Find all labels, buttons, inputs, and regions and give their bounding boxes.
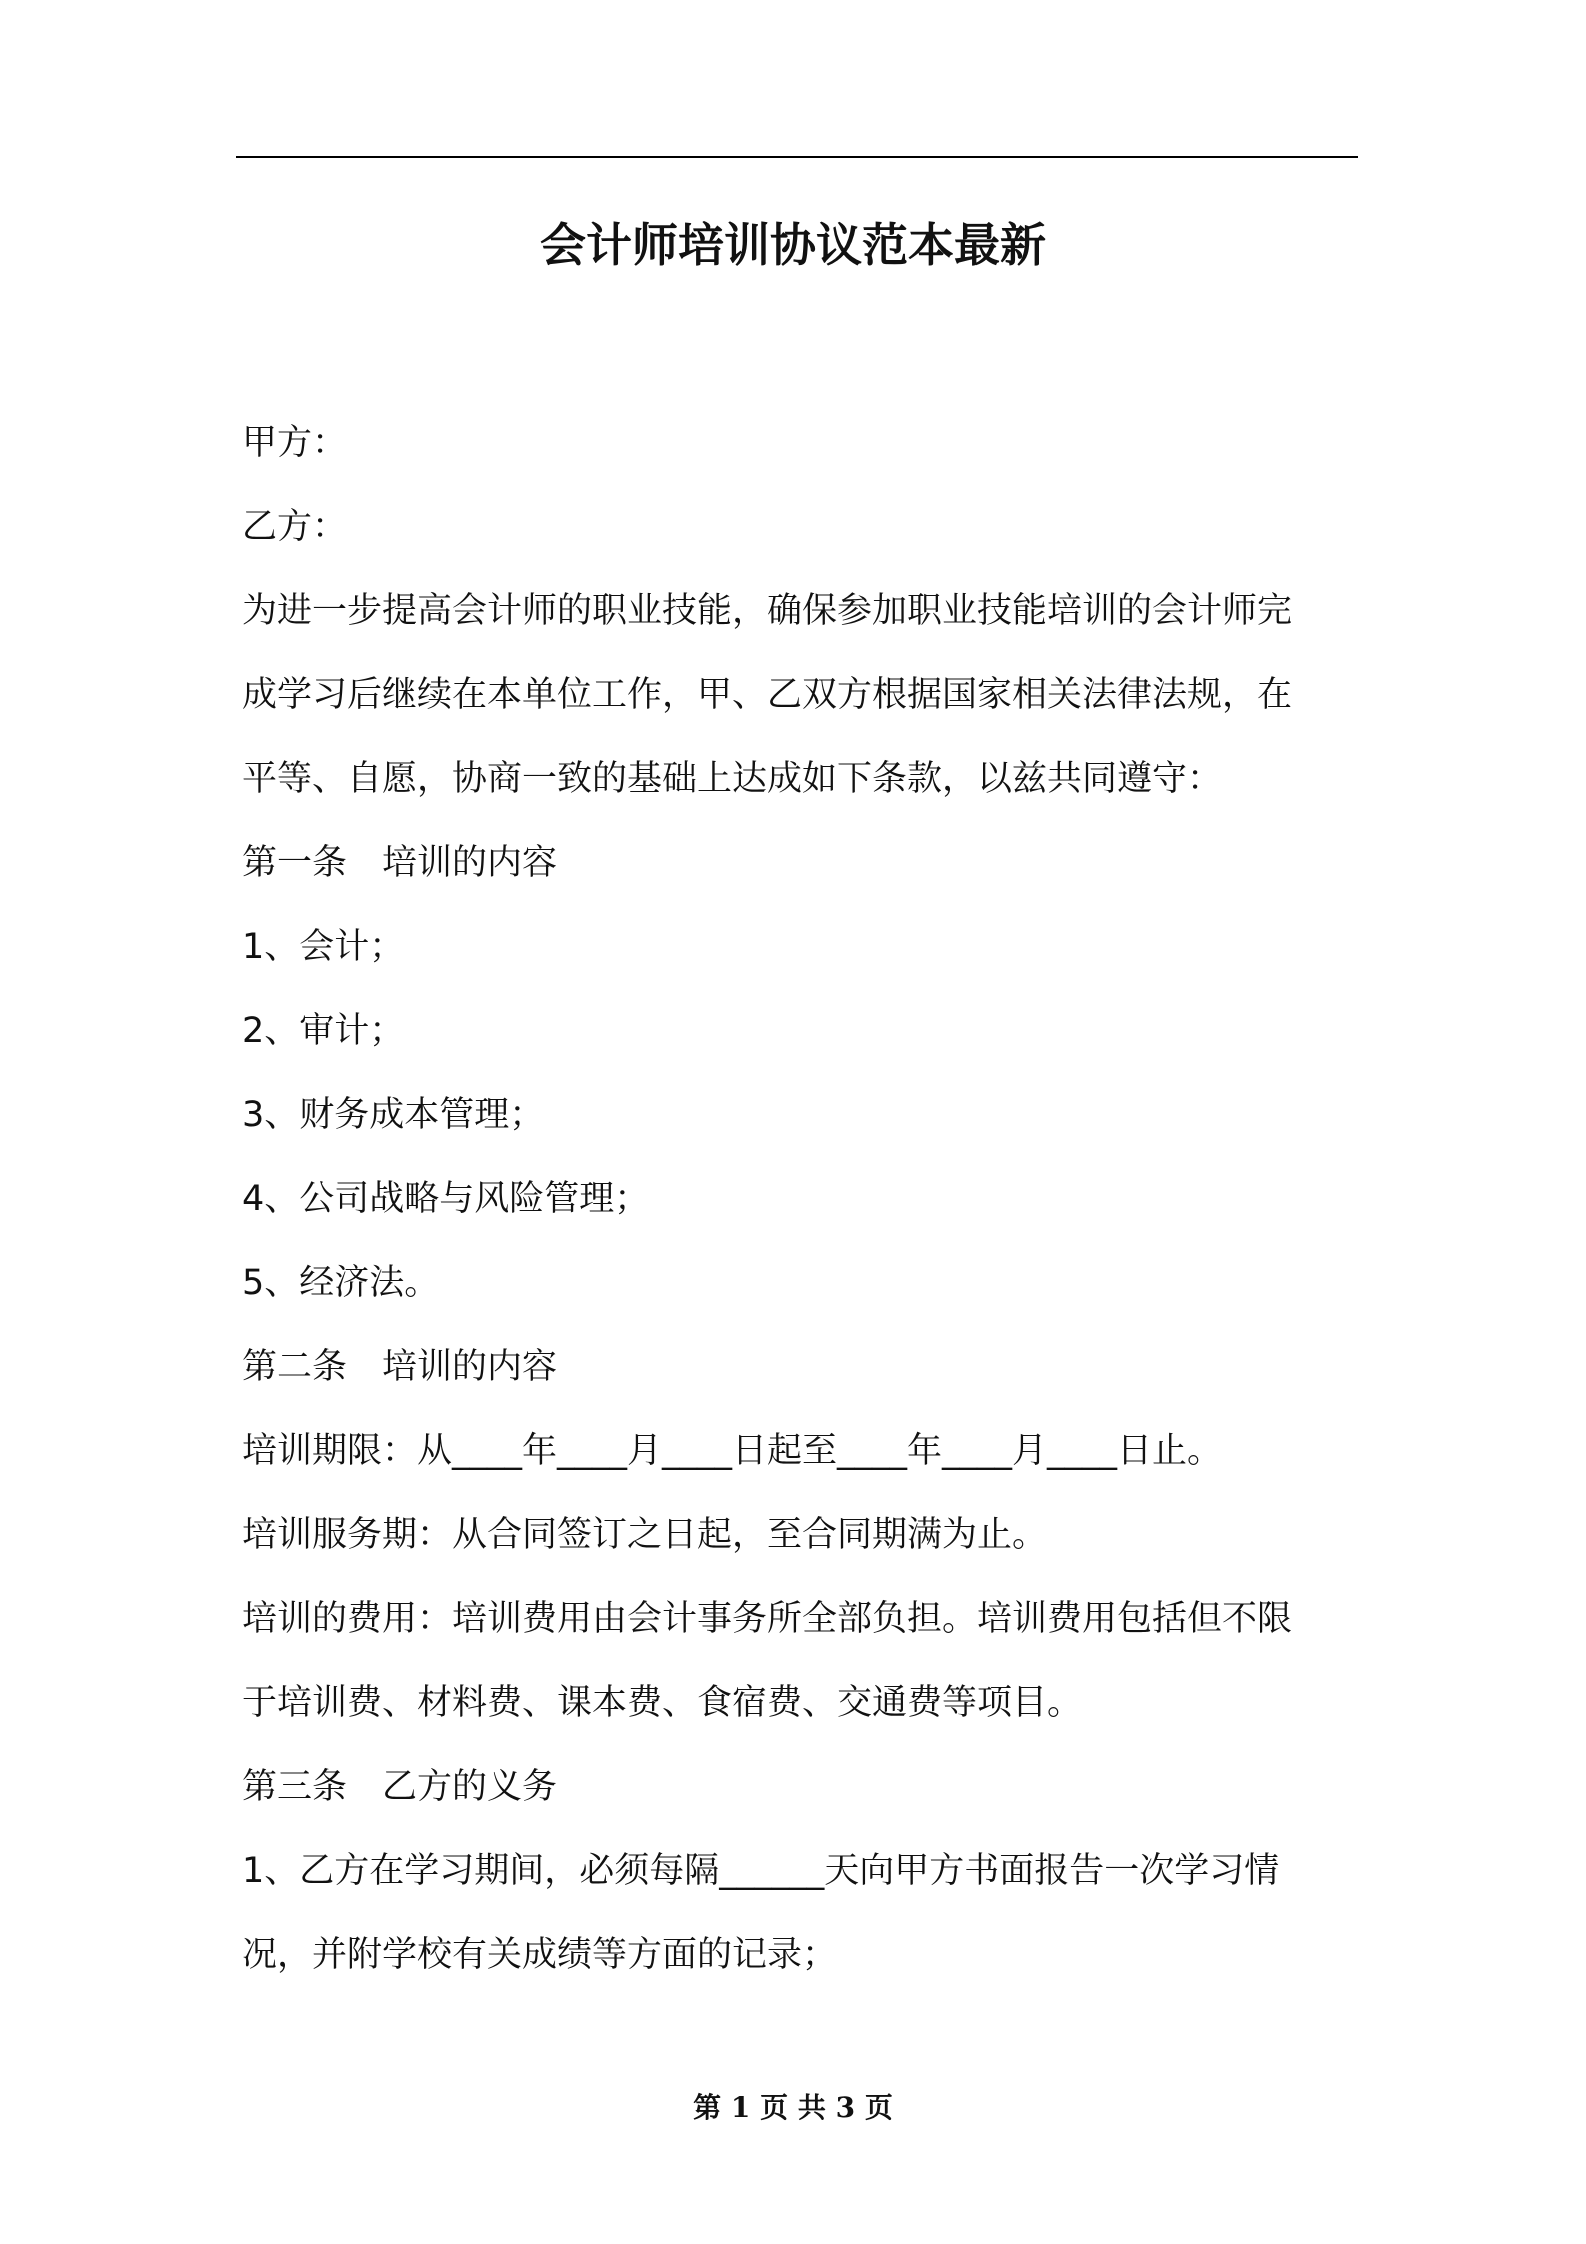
intro-paragraph-line: 成学习后继续在本单位工作，甲、乙双方根据国家相关法律法规，在 [242,675,1293,715]
article-1-heading: 第一条 培训的内容 [242,843,558,883]
list-item: 5、经济法。 [242,1263,440,1303]
party-a-line: 甲方： [242,423,348,463]
list-item: 1、会计； [242,927,405,967]
training-cost-line: 培训的费用：培训费用由会计事务所全部负担。培训费用包括但不限 [242,1599,1293,1639]
article-2-heading: 第二条 培训的内容 [242,1347,558,1387]
service-period-line: 培训服务期：从合同签订之日起，至合同期满为止。 [242,1515,1048,1555]
training-period-line: 培训期限：从____年____月____日起至____年____月____日止。 [242,1431,1223,1471]
page-number: 第 1 页 共 3 页 [693,2091,893,2124]
document-title: 会计师培训协议范本最新 [540,218,1046,272]
obligation-line: 1、乙方在学习期间，必须每隔______天向甲方书面报告一次学习情 [242,1851,1280,1891]
document-body [242,401,1360,1997]
intro-paragraph-line: 为进一步提高会计师的职业技能，确保参加职业技能培训的会计师完 [242,591,1293,631]
training-cost-line: 于培训费、材料费、课本费、食宿费、交通费等项目。 [242,1683,1083,1723]
list-item: 4、公司战略与风险管理； [242,1179,650,1219]
list-item: 2、审计； [242,1011,405,1051]
party-b-line: 乙方： [242,507,348,547]
obligation-line: 况，并附学校有关成绩等方面的记录； [242,1935,838,1975]
list-item: 3、财务成本管理； [242,1095,545,1135]
article-3-heading: 第三条 乙方的义务 [242,1767,558,1807]
intro-paragraph-line: 平等、自愿，协商一致的基础上达成如下条款，以兹共同遵守： [242,759,1223,799]
header-rule [236,156,1358,158]
